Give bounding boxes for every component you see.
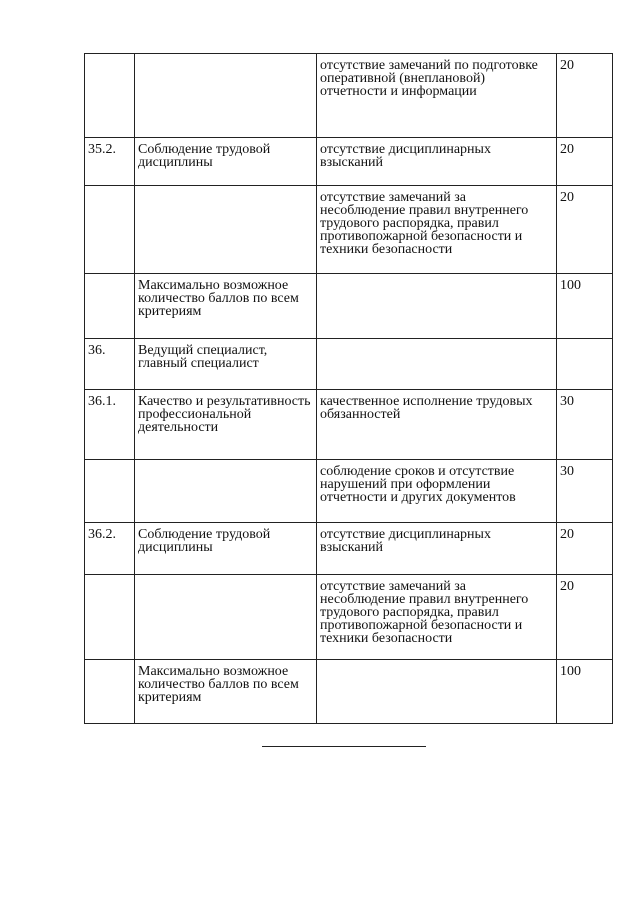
- criterion-points: [557, 339, 613, 390]
- criterion-indicator: качественное исполнение трудовых обязанностей: [317, 390, 557, 460]
- table-row: [85, 138, 613, 186]
- criterion-name: [135, 186, 317, 274]
- table-row: [85, 575, 613, 660]
- criteria-table-body: [85, 54, 613, 724]
- row-number: [85, 54, 135, 138]
- criterion-indicator: отсутствие дисциплинарных взысканий: [317, 138, 557, 186]
- criterion-points: 20: [557, 186, 613, 274]
- row-number: 36.: [85, 339, 135, 390]
- criterion-points: 20: [557, 54, 613, 138]
- criterion-name: Соблюдение трудовой дисциплины: [135, 523, 317, 575]
- criterion-name: Максимально возможное количество баллов по всем критериям: [135, 660, 317, 724]
- criterion-indicator: [317, 339, 557, 390]
- criterion-indicator: отсутствие замечаний за несоблюдение правил внутреннего трудового распорядка, правил противопожарной безопасности и техники безопасности: [317, 186, 557, 274]
- criterion-name: [135, 54, 317, 138]
- row-number: [85, 274, 135, 339]
- criterion-name: Качество и результативность профессиональной деятельности: [135, 390, 317, 460]
- criterion-points: 100: [557, 274, 613, 339]
- table-row: [85, 390, 613, 460]
- criterion-indicator: [317, 660, 557, 724]
- table-row: [85, 660, 613, 724]
- criterion-points: 100: [557, 660, 613, 724]
- criterion-indicator: отсутствие замечаний по подготовке оперативной (внеплановой) отчетности и информации: [317, 54, 557, 138]
- row-number: 35.2.: [85, 138, 135, 186]
- table-row: [85, 186, 613, 274]
- end-of-document-line: [262, 746, 426, 747]
- row-number: [85, 460, 135, 523]
- table-row: [85, 460, 613, 523]
- criterion-points: 20: [557, 138, 613, 186]
- criterion-name: Соблюдение трудовой дисциплины: [135, 138, 317, 186]
- criterion-indicator: отсутствие замечаний за несоблюдение правил внутреннего трудового распорядка, правил противопожарной безопасности и техники безопасности: [317, 575, 557, 660]
- criterion-name: Максимально возможное количество баллов по всем критериям: [135, 274, 317, 339]
- criterion-indicator: отсутствие дисциплинарных взысканий: [317, 523, 557, 575]
- criterion-points: 20: [557, 523, 613, 575]
- row-number: [85, 575, 135, 660]
- criterion-name: [135, 575, 317, 660]
- criterion-indicator: соблюдение сроков и отсутствие нарушений при оформлении отчетности и других документов: [317, 460, 557, 523]
- table-row: [85, 274, 613, 339]
- criterion-points: 30: [557, 390, 613, 460]
- row-number: 36.2.: [85, 523, 135, 575]
- criterion-points: 20: [557, 575, 613, 660]
- row-number: [85, 660, 135, 724]
- criterion-name: [135, 460, 317, 523]
- table-row: [85, 523, 613, 575]
- table-row: [85, 339, 613, 390]
- criterion-name: Ведущий специалист, главный специалист: [135, 339, 317, 390]
- criterion-indicator: [317, 274, 557, 339]
- criterion-points: 30: [557, 460, 613, 523]
- table-row: [85, 54, 613, 138]
- row-number: [85, 186, 135, 274]
- criteria-table: [84, 53, 613, 724]
- row-number: 36.1.: [85, 390, 135, 460]
